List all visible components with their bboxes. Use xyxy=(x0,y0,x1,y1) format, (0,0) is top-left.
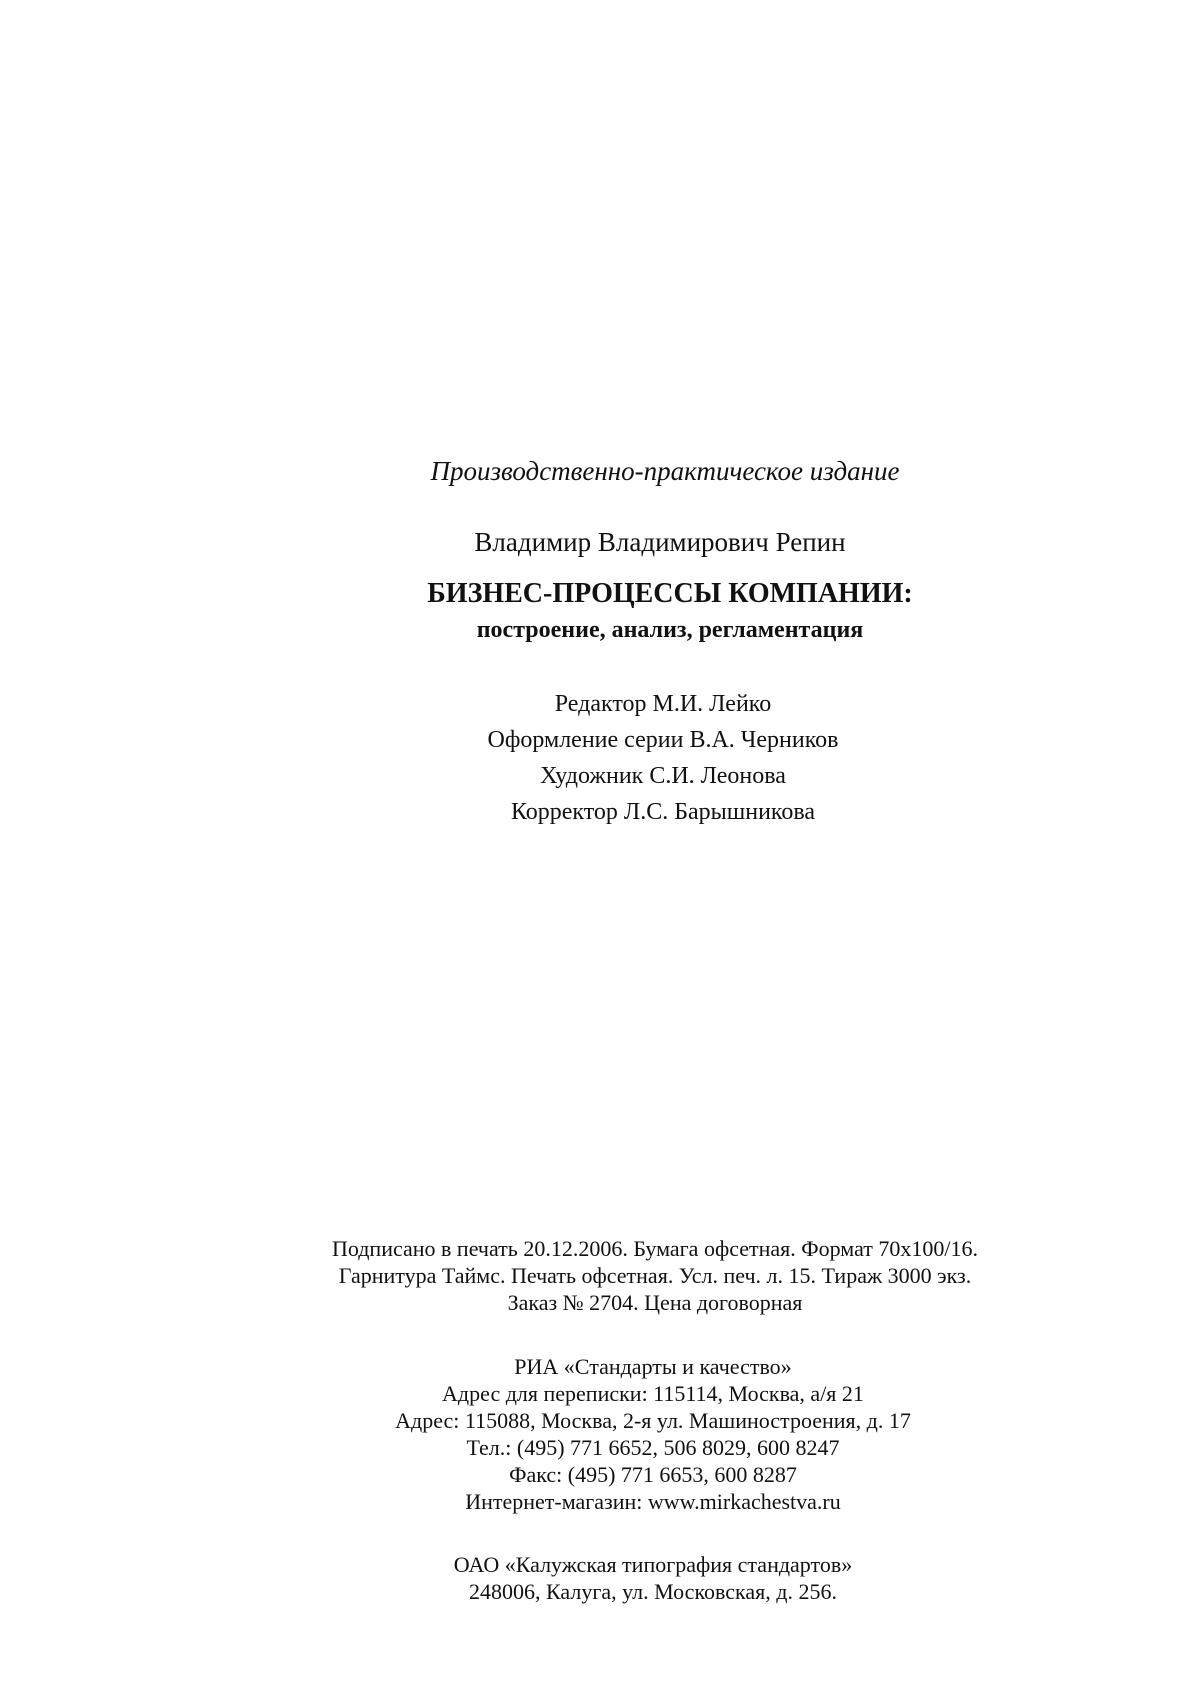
print-info-line: Заказ № 2704. Цена договорная xyxy=(507,1290,803,1315)
book-title: БИЗНЕС-ПРОЦЕССЫ КОМПАНИИ: xyxy=(427,578,913,609)
publisher-mail-address: Адрес для переписки: 115114, Москва, а/я 21 xyxy=(442,1381,864,1406)
edition-type: Производственно-практическое издание xyxy=(430,456,900,486)
printer-name: ОАО «Калужская типография стандартов» xyxy=(453,1552,853,1577)
printer-address: 248006, Калуга, ул. Московская, д. 256. xyxy=(469,1579,837,1604)
publisher-web-shop: Интернет-магазин: www.mirkachestva.ru xyxy=(465,1489,841,1514)
credit-artist: Художник С.И. Леонова xyxy=(540,763,786,789)
credit-proofreader: Корректор Л.С. Барышникова xyxy=(510,799,816,825)
print-info-line: Подписано в печать 20.12.2006. Бумага офсетная. Формат 70x100/16. xyxy=(331,1236,979,1261)
publisher-address: Адрес: 115088, Москва, 2-я ул. Машиностроения, д. 17 xyxy=(395,1408,911,1433)
author-name: Владимир Владимирович Репин xyxy=(474,527,846,557)
credit-series-design: Оформление серии В.А. Черников xyxy=(487,727,839,753)
print-info-line: Гарнитура Таймс. Печать офсетная. Усл. печ. л. 15. Тираж 3000 экз. xyxy=(338,1263,972,1288)
book-subtitle: построение, анализ, регламентация xyxy=(476,617,864,643)
publisher-phone: Тел.: (495) 771 6652, 506 8029, 600 8247 xyxy=(466,1435,840,1460)
publisher-fax: Факс: (495) 771 6653, 600 8287 xyxy=(509,1462,797,1487)
credit-editor: Редактор М.И. Лейко xyxy=(554,691,772,717)
publisher-name: РИА «Стандарты и качество» xyxy=(514,1354,792,1379)
